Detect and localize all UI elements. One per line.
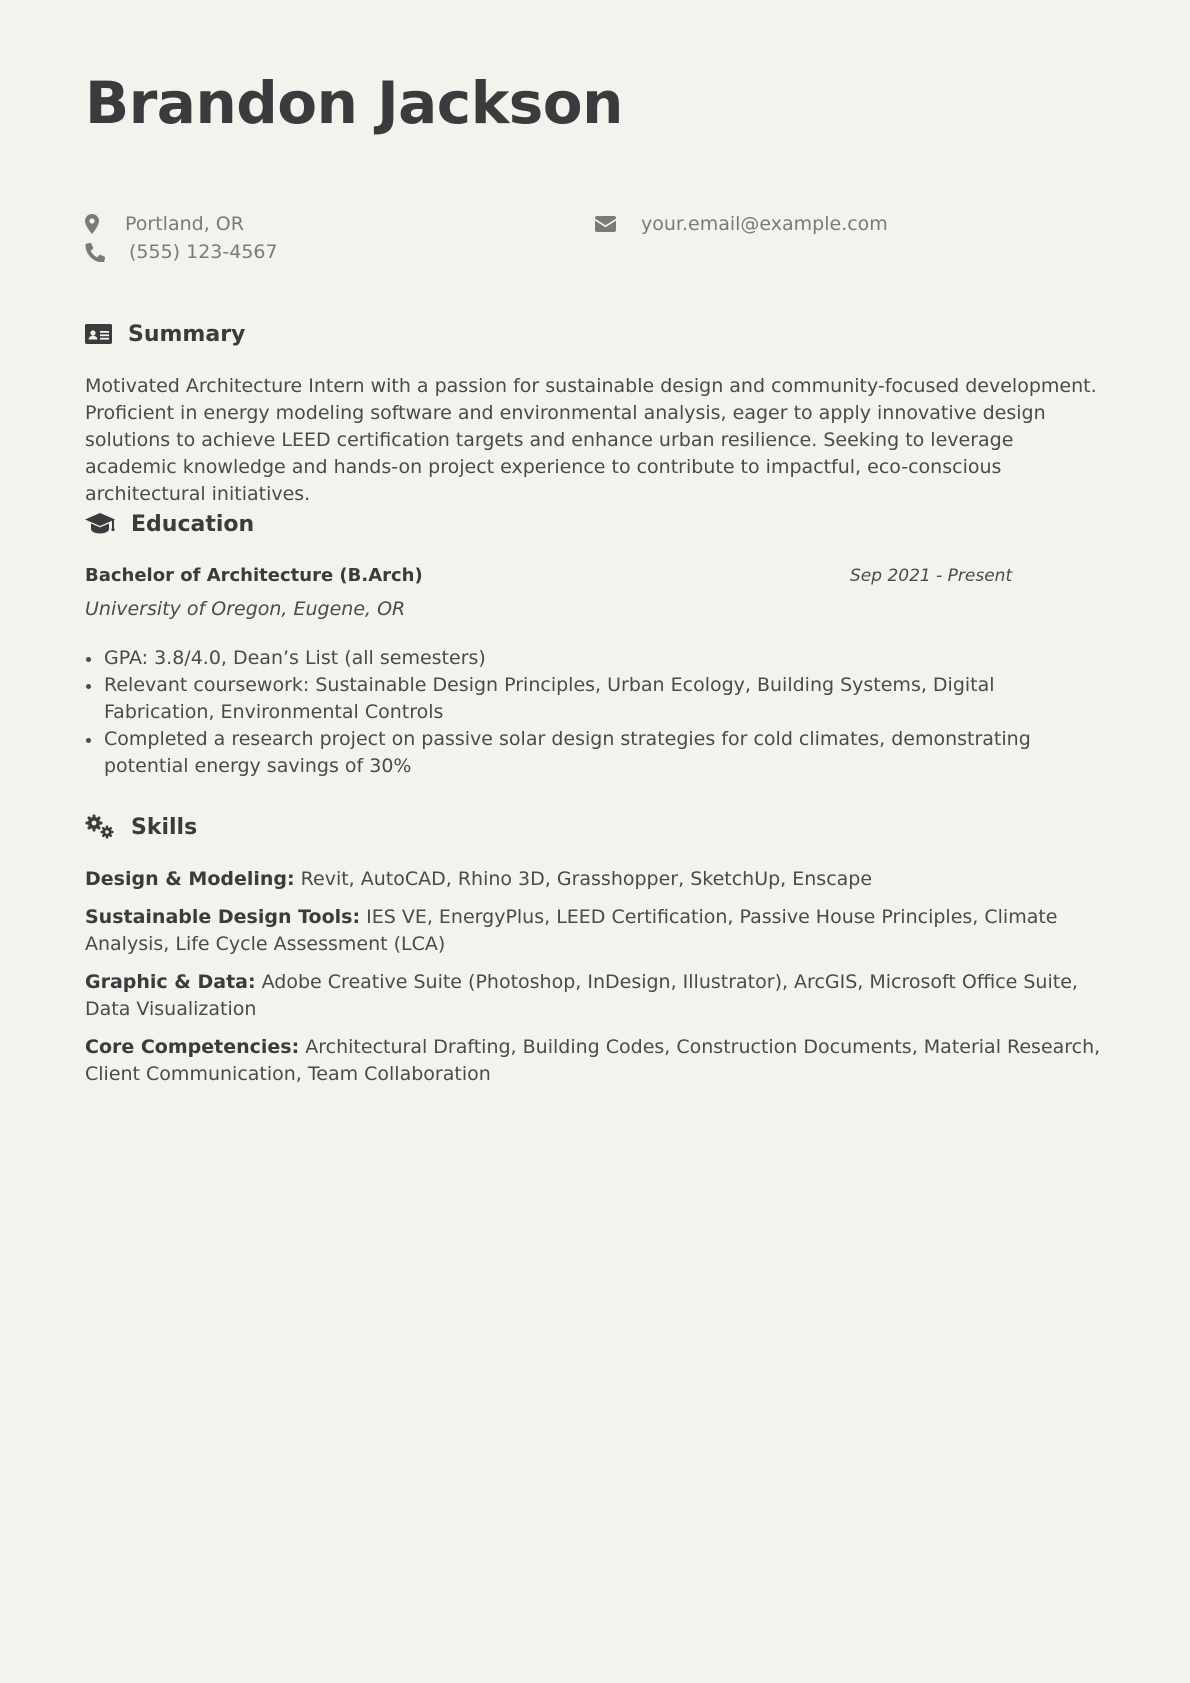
education-bullets [85,645,1105,780]
education-degree: Bachelor of Architecture (B.Arch) [85,565,423,586]
skills-section-heading [85,814,197,840]
graduation-cap-icon [85,511,117,537]
id-card-icon [85,321,115,347]
skill-row-sustainable-design-tools [85,904,1105,958]
skill-value: IES VE, EnergyPlus, LEED Certification, Passive House Principles, Climate Analysis, Life Cycle Assessment (LCA) [85,906,1058,955]
education-section-heading [85,511,254,537]
list-item: GPA: 3.8/4.0, Dean’s List (all semesters) [85,645,1105,672]
contact-phone [85,238,278,266]
candidate-name: Brandon Jackson [85,69,623,137]
list-item: Completed a research project on passive solar design strategies for cold climates, demonstrating potential energy savings of 30% [85,726,1105,780]
skill-value: Adobe Creative Suite (Photoshop, InDesign, Illustrator), ArcGIS, Microsoft Office Suite, Data Visualization [85,971,1078,1020]
map-marker-icon [85,213,107,235]
gears-icon [85,814,117,840]
phone-icon [85,241,107,263]
skill-row-graphic-data [85,969,1105,1023]
skill-row-core-competencies [85,1034,1105,1088]
contact-email [595,210,888,238]
education-dates: Sep 2021 - Present [850,566,1013,586]
skill-value: Architectural Drafting, Building Codes, Construction Documents, Material Research, Client Communication, Team Collaboration [85,1036,1101,1085]
education-heading: Education [131,511,255,537]
skill-value: Revit, AutoCAD, Rhino 3D, Grasshopper, SketchUp, Enscape [300,868,873,890]
contact-location [85,210,244,238]
email-text[interactable]: your.email@example.com [641,213,888,235]
skills-heading: Skills [131,814,198,840]
envelope-icon [595,213,619,235]
summary-text: Motivated Architecture Intern with a passion for sustainable design and community-focused development. Proficient in energy modeling software and environmental analysis, eager to apply innovative design solutions to achieve LEED certification targets and enhance urban resilience. Seeking to leverage academic knowledge and hands-on project experience to contribute to impactful, eco-conscious architectural initiatives. [85,375,1097,505]
skill-label: Design & Modeling: [85,868,295,890]
skill-label: Core Competencies: [85,1036,300,1058]
summary-heading: Summary [128,321,246,347]
education-school: University of Oregon, Eugene, OR [85,598,406,620]
contact-info [85,210,1105,270]
summary-section-heading [85,321,245,347]
location-text: Portland, OR [125,213,244,235]
skill-label: Sustainable Design Tools: [85,906,361,928]
skill-row-design-modeling [85,866,1105,893]
skill-label: Graphic & Data: [85,971,256,993]
list-item: Relevant coursework: Sustainable Design Principles, Urban Ecology, Building Systems, Digital Fabrication, Environmental Controls [85,672,1105,726]
phone-text: (555) 123-4567 [129,241,278,263]
